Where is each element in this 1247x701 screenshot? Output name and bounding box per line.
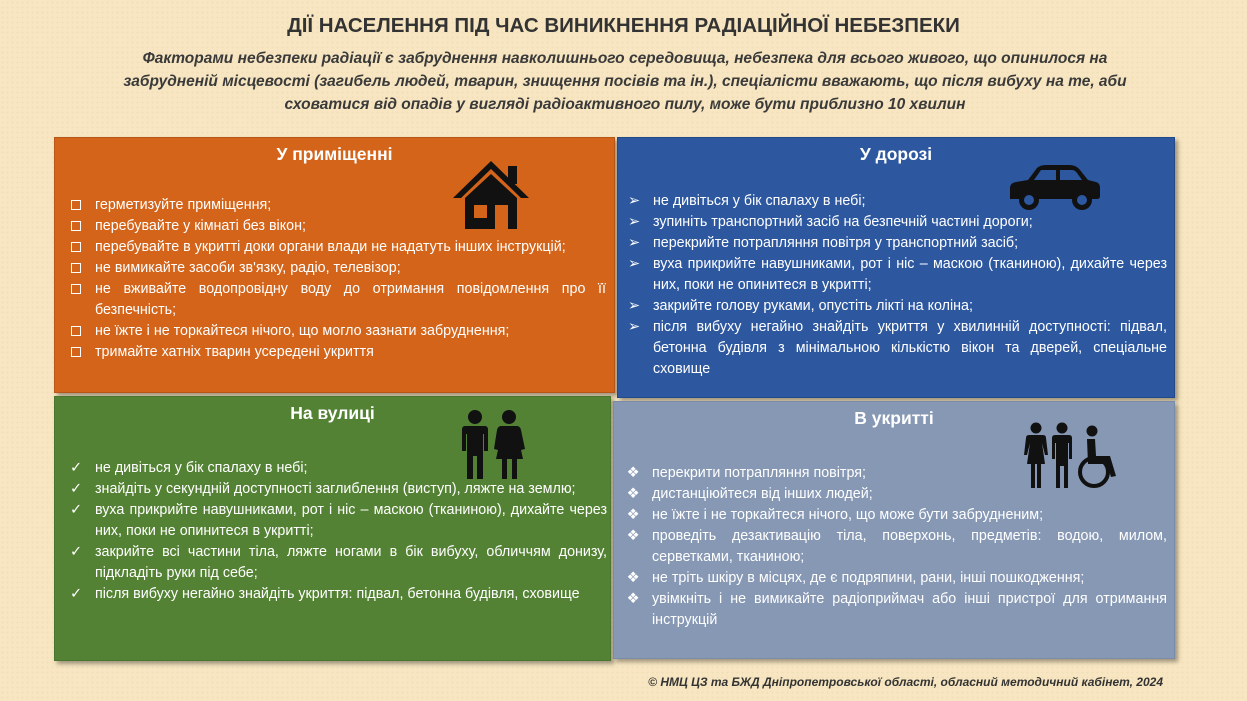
panel-shelter [613, 401, 1175, 659]
list-item-text: знайдіть у секундній доступності заглиблення (виступ), ляжте на землю; [95, 481, 576, 497]
diamond-bullet-icon: ❖ [626, 507, 640, 523]
list-item [65, 479, 607, 500]
list-item [65, 342, 606, 363]
list-item [65, 237, 606, 258]
list-item-text: не їжте і не торкайтеся нічого, що могло зазнати забруднення; [95, 323, 510, 339]
list-item [65, 216, 606, 237]
arrow-bullet-icon: ➢ [628, 256, 640, 272]
list-item-text: не дивіться у бік спалаху в небі; [95, 460, 308, 476]
list-item-text: після вибуху негайно знайдіть укриття: підвал, бетонна будівля, сховище [95, 586, 580, 602]
check-bullet-icon: ✓ [70, 460, 82, 476]
page-title: ДІЇ НАСЕЛЕННЯ ПІД ЧАС ВИНИКНЕННЯ РАДІАЦІЙНОЇ НЕБЕЗПЕКИ [287, 14, 960, 37]
list-item-text: увімкніть і не вимикайте радіоприймач або інші пристрої для отримання інструкцій [652, 591, 1167, 628]
list-item [622, 463, 1167, 484]
list-item [65, 321, 606, 342]
page-subtitle: Факторами небезпеки радіації є забруднення навколишнього середовища, небезпека для всього живого, що опинилося на забрудненій місцевості (загибель людей, тварин, знищення посівів та ін.), спеціалісти вважають, що після вибуху на те, аби сховатися від опадів у вигляді радіоактивного пилу, може бути приблизно 10 хвилин [123, 50, 1127, 113]
panel-street-list [65, 458, 607, 605]
list-item-text: дистанціюйтеся від інших людей; [652, 486, 873, 502]
list-item [623, 233, 1167, 254]
list-item [623, 212, 1167, 233]
panel-road [617, 137, 1175, 398]
arrow-bullet-icon: ➢ [628, 235, 640, 251]
list-item-text: не вимикайте засоби зв'язку, радіо, телевізор; [95, 260, 401, 276]
list-item-text: не тріть шкіру в місцях, де є подряпини, рани, інші пошкодження; [652, 570, 1085, 586]
list-item-text: вуха прикрийте навушниками, рот і ніс – маскою (тканиною), дихайте через них, поки не опинитеся в укритті; [95, 502, 607, 539]
checkbox-bullet-icon [65, 279, 87, 301]
list-item-text: закрийте всі частини тіла, ляжте ногами в бік вибуху, обличчям донизу, підкладіть руки під себе; [95, 544, 607, 581]
panel-shelter-title: В укритті [854, 408, 934, 428]
list-item [65, 542, 607, 584]
list-item-text: закрийте голову руками, опустіть лікті на коліна; [653, 298, 973, 314]
footer-copyright: © НМЦ ЦЗ та БЖД Дніпропетровської області, обласний методичний кабінет, 2024 [648, 675, 1163, 689]
list-item [65, 500, 607, 542]
diamond-bullet-icon: ❖ [626, 465, 640, 481]
check-bullet-icon: ✓ [70, 481, 82, 497]
arrow-bullet-icon: ➢ [628, 214, 640, 230]
list-item [622, 505, 1167, 526]
arrow-bullet-icon: ➢ [628, 193, 640, 209]
list-item [65, 195, 606, 216]
diamond-bullet-icon: ❖ [626, 591, 640, 607]
list-item [65, 279, 606, 321]
panel-road-title: У дорозі [859, 144, 933, 164]
list-item-text: не дивіться у бік спалаху в небі; [653, 193, 866, 209]
list-item-text: герметизуйте приміщення; [95, 197, 272, 213]
list-item [622, 526, 1167, 568]
diamond-bullet-icon: ❖ [626, 570, 640, 586]
checkbox-bullet-icon [65, 342, 87, 364]
panel-street-title: На вулиці [290, 403, 375, 423]
list-item-text: перебувайте в укритті доки органи влади не надатуть інших інструкцій; [95, 239, 566, 255]
arrow-bullet-icon: ➢ [628, 298, 640, 314]
check-bullet-icon: ✓ [70, 544, 82, 560]
panel-indoors-list [65, 195, 606, 363]
checkbox-bullet-icon [65, 258, 87, 280]
panel-shelter-list [622, 463, 1167, 631]
list-item-text: перекрити потрапляння повітря; [652, 465, 866, 481]
panel-road-list [623, 191, 1167, 380]
list-item-text: перекрийте потрапляння повітря у транспортний засіб; [653, 235, 1019, 251]
list-item-text: не їжте і не торкайтеся нічого, що може бути забрудненим; [652, 507, 1044, 523]
list-item-text: проведіть дезактивацію тіла, поверхонь, предметів: водою, милом, серветками, тканиною; [652, 528, 1167, 565]
list-item [622, 589, 1167, 631]
diamond-bullet-icon: ❖ [626, 486, 640, 502]
list-item [623, 296, 1167, 317]
list-item-text: після вибуху негайно знайдіть укриття у хвилинній доступності: підвал, бетонна будівля з мінімальною кількістю вікон та дверей, спеціальне сховище [653, 319, 1167, 377]
list-item [623, 254, 1167, 296]
list-item [623, 191, 1167, 212]
checkbox-bullet-icon [65, 237, 87, 259]
checkbox-bullet-icon [65, 216, 87, 238]
list-item [622, 484, 1167, 505]
check-bullet-icon: ✓ [70, 502, 82, 518]
check-bullet-icon: ✓ [70, 586, 82, 602]
list-item [623, 317, 1167, 380]
diamond-bullet-icon: ❖ [626, 528, 640, 544]
list-item [65, 258, 606, 279]
list-item-text: вуха прикрийте навушниками, рот і ніс – маскою (тканиною), дихайте через них, поки не опинитеся в укритті; [653, 256, 1167, 293]
list-item [622, 568, 1167, 589]
panel-indoors [54, 137, 615, 393]
checkbox-bullet-icon [65, 321, 87, 343]
list-item [65, 584, 607, 605]
list-item [65, 458, 607, 479]
list-item-text: не вживайте водопровідну воду до отримання повідомлення про її безпечність; [95, 281, 606, 318]
list-item-text: тримайте хатніх тварин усередені укриття [95, 344, 374, 360]
list-item-text: зупиніть транспортний засіб на безпечній частині дороги; [653, 214, 1033, 230]
list-item-text: перебувайте у кімнаті без вікон; [95, 218, 306, 234]
checkbox-bullet-icon [65, 195, 87, 217]
panel-street [54, 396, 611, 661]
arrow-bullet-icon: ➢ [628, 319, 640, 335]
panel-indoors-title: У приміщенні [276, 144, 393, 164]
